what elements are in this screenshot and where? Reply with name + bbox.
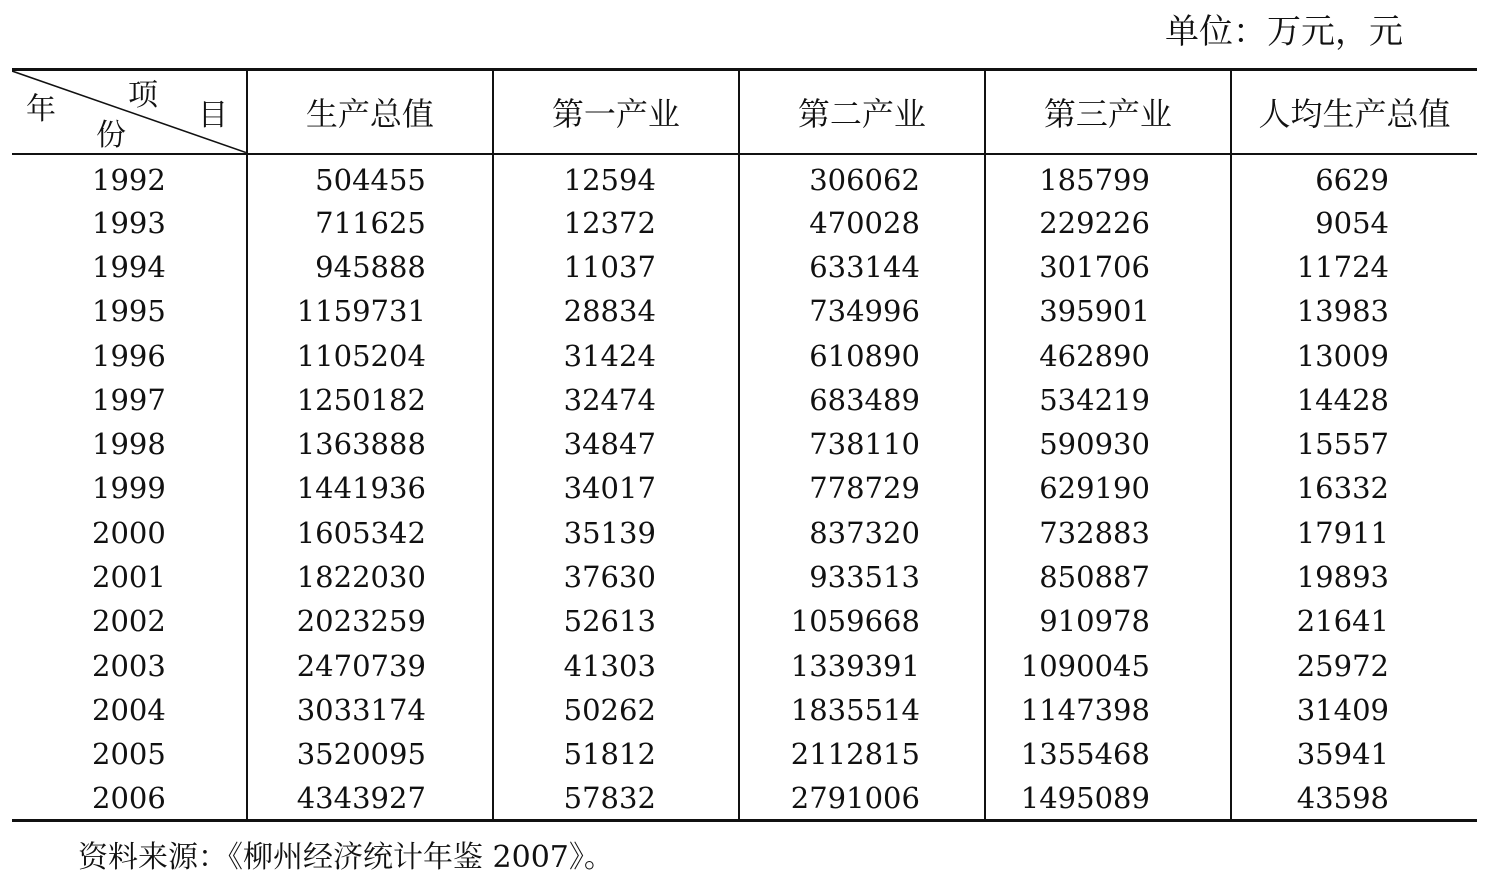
secondary-cell: 837320	[739, 511, 985, 555]
gdp-cell: 1605342	[247, 511, 493, 555]
table-row	[12, 245, 1477, 289]
table-row	[12, 555, 1477, 599]
secondary-cell: 1339391	[739, 643, 985, 687]
year-cell: 1998	[92, 427, 166, 462]
secondary-cell: 778729	[739, 466, 985, 510]
column-header-secondary: 第二产业	[739, 70, 985, 154]
per-capita-cell: 13009	[1231, 333, 1477, 377]
gdp-cell: 2470739	[247, 643, 493, 687]
per-capita-cell: 9054	[1231, 201, 1477, 245]
per-capita-cell: 35941	[1231, 732, 1477, 776]
corner-label-item-1: 项	[128, 78, 158, 113]
per-capita-cell: 6629	[1231, 154, 1477, 201]
primary-cell: 11037	[493, 245, 739, 289]
per-capita-cell: 43598	[1231, 776, 1477, 820]
secondary-cell: 738110	[739, 422, 985, 466]
table-row	[12, 776, 1477, 820]
tertiary-cell: 732883	[985, 511, 1231, 555]
secondary-cell: 683489	[739, 378, 985, 422]
table-row	[12, 422, 1477, 466]
primary-cell: 57832	[493, 776, 739, 820]
primary-cell: 34847	[493, 422, 739, 466]
primary-cell: 35139	[493, 511, 739, 555]
year-cell: 1997	[92, 382, 166, 417]
secondary-cell: 1059668	[739, 599, 985, 643]
table-row	[12, 511, 1477, 555]
table-row	[12, 466, 1477, 510]
table-body	[12, 154, 1477, 821]
year-cell: 2001	[92, 560, 166, 595]
per-capita-cell: 13983	[1231, 289, 1477, 333]
tertiary-cell: 1090045	[985, 643, 1231, 687]
secondary-cell: 610890	[739, 333, 985, 377]
year-cell: 2000	[92, 515, 166, 550]
secondary-cell: 633144	[739, 245, 985, 289]
table-row	[12, 688, 1477, 732]
corner-label-year-2: 份	[96, 118, 126, 153]
secondary-cell: 734996	[739, 289, 985, 333]
primary-cell: 12594	[493, 154, 739, 201]
gdp-cell: 4343927	[247, 776, 493, 820]
gdp-cell: 1363888	[247, 422, 493, 466]
corner-label-item-2: 目	[198, 98, 228, 133]
per-capita-cell: 14428	[1231, 378, 1477, 422]
tertiary-cell: 301706	[985, 245, 1231, 289]
per-capita-cell: 17911	[1231, 511, 1477, 555]
per-capita-cell: 19893	[1231, 555, 1477, 599]
tertiary-cell: 229226	[985, 201, 1231, 245]
per-capita-cell: 21641	[1231, 599, 1477, 643]
column-header-per-capita: 人均生产总值	[1231, 70, 1477, 154]
corner-label-year-1: 年	[26, 92, 56, 127]
column-header-tertiary: 第三产业	[985, 70, 1231, 154]
primary-cell: 37630	[493, 555, 739, 599]
per-capita-cell: 15557	[1231, 422, 1477, 466]
primary-cell: 31424	[493, 333, 739, 377]
primary-cell: 34017	[493, 466, 739, 510]
table-row	[12, 333, 1477, 377]
per-capita-cell: 16332	[1231, 466, 1477, 510]
year-cell: 1995	[92, 294, 166, 329]
unit-note: 单位：万元，元	[1165, 12, 1403, 52]
secondary-cell: 2791006	[739, 776, 985, 820]
corner-header-cell	[12, 70, 247, 154]
primary-cell: 52613	[493, 599, 739, 643]
year-cell: 2005	[92, 737, 166, 772]
gdp-cell: 3033174	[247, 688, 493, 732]
tertiary-cell: 395901	[985, 289, 1231, 333]
tertiary-cell: 850887	[985, 555, 1231, 599]
per-capita-cell: 31409	[1231, 688, 1477, 732]
tertiary-cell: 185799	[985, 154, 1231, 201]
gdp-cell: 1105204	[247, 333, 493, 377]
gdp-cell: 2023259	[247, 599, 493, 643]
source-note: 资料来源：《柳州经济统计年鉴 2007》。	[78, 840, 614, 875]
year-cell: 2003	[92, 648, 166, 683]
secondary-cell: 306062	[739, 154, 985, 201]
tertiary-cell: 534219	[985, 378, 1231, 422]
year-cell: 1996	[92, 338, 166, 373]
year-cell: 1992	[92, 162, 166, 197]
column-header-primary: 第一产业	[493, 70, 739, 154]
table-header-row	[12, 70, 1477, 154]
primary-cell: 32474	[493, 378, 739, 422]
year-cell: 1994	[92, 249, 166, 284]
tertiary-cell: 910978	[985, 599, 1231, 643]
secondary-cell: 933513	[739, 555, 985, 599]
per-capita-cell: 25972	[1231, 643, 1477, 687]
secondary-cell: 1835514	[739, 688, 985, 732]
tertiary-cell: 462890	[985, 333, 1231, 377]
gdp-cell: 3520095	[247, 732, 493, 776]
secondary-cell: 2112815	[739, 732, 985, 776]
gdp-cell: 1441936	[247, 466, 493, 510]
gdp-cell: 945888	[247, 245, 493, 289]
gdp-table	[12, 68, 1477, 822]
table-row	[12, 732, 1477, 776]
tertiary-cell: 1355468	[985, 732, 1231, 776]
tertiary-cell: 1495089	[985, 776, 1231, 820]
table-row	[12, 378, 1477, 422]
primary-cell: 12372	[493, 201, 739, 245]
column-header-gdp: 生产总值	[247, 70, 493, 154]
primary-cell: 51812	[493, 732, 739, 776]
secondary-cell: 470028	[739, 201, 985, 245]
per-capita-cell: 11724	[1231, 245, 1477, 289]
gdp-cell: 1159731	[247, 289, 493, 333]
table-row	[12, 643, 1477, 687]
tertiary-cell: 590930	[985, 422, 1231, 466]
year-cell: 2004	[92, 692, 166, 727]
year-cell: 2002	[92, 604, 166, 639]
year-cell: 1993	[92, 205, 166, 240]
gdp-cell: 504455	[247, 154, 493, 201]
table-row	[12, 599, 1477, 643]
table-row	[12, 201, 1477, 245]
tertiary-cell: 1147398	[985, 688, 1231, 732]
table-row	[12, 154, 1477, 201]
gdp-cell: 711625	[247, 201, 493, 245]
year-cell: 1999	[92, 471, 166, 506]
primary-cell: 28834	[493, 289, 739, 333]
year-cell: 2006	[12, 776, 247, 820]
tertiary-cell: 629190	[985, 466, 1231, 510]
gdp-cell: 1250182	[247, 378, 493, 422]
primary-cell: 50262	[493, 688, 739, 732]
gdp-cell: 1822030	[247, 555, 493, 599]
primary-cell: 41303	[493, 643, 739, 687]
table-row	[12, 289, 1477, 333]
